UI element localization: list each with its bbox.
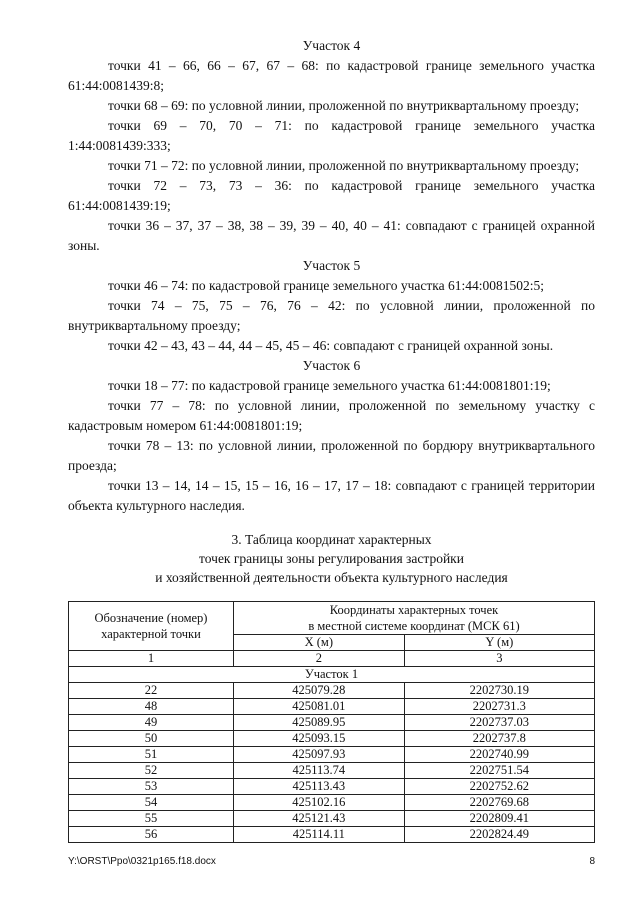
y-value: 2202769.68: [404, 795, 594, 811]
y-header: Y (м): [404, 635, 594, 651]
boundary-description: точки 13 – 14, 14 – 15, 15 – 16, 16 – 17, 17 – 18: совпадают с границей территории объекта культурного наследия.: [68, 478, 595, 513]
page-number: 8: [589, 856, 595, 867]
boundary-description: точки 72 – 73, 73 – 36: по кадастровой границе земельного участка 61:44:0081439:19;: [68, 178, 595, 213]
column-number: 2: [234, 651, 405, 667]
coordinates-table: [68, 601, 595, 843]
x-value: 425102.16: [234, 795, 405, 811]
boundary-description: точки 42 – 43, 43 – 44, 44 – 45, 45 – 46: совпадают с границей охранной зоны.: [108, 338, 554, 353]
boundary-description: точки 77 – 78: по условной линии, проложенной по земельному участку с кадастровым номером 61:44:0081801:19;: [68, 398, 595, 433]
column-number: 3: [404, 651, 594, 667]
x-value: 425079.28: [234, 683, 405, 699]
point-id: 56: [69, 827, 234, 843]
section-6: [68, 356, 595, 516]
table-title-line: и хозяйственной деятельности объекта культурного наследия: [155, 570, 508, 585]
section-5: [68, 256, 595, 356]
point-id: 53: [69, 779, 234, 795]
table-row: [69, 699, 595, 715]
section-4: [68, 36, 595, 256]
point-id: 55: [69, 811, 234, 827]
file-path: Y:\ORST\Ppo\0321p165.f18.docx: [68, 856, 216, 867]
point-id: 54: [69, 795, 234, 811]
group-row: Участок 1: [69, 667, 595, 683]
boundary-description: точки 36 – 37, 37 – 38, 38 – 39, 39 – 40, 40 – 41: совпадают с границей охранной зоны.: [68, 218, 595, 253]
table-row: [69, 715, 595, 731]
section-title: Участок 5: [302, 258, 361, 273]
y-value: 2202809.41: [404, 811, 594, 827]
point-id: 50: [69, 731, 234, 747]
table-title-line: 3. Таблица координат характерных: [231, 532, 432, 547]
y-value: 2202731.3: [404, 699, 594, 715]
boundary-description: точки 68 – 69: по условной линии, проложенной по внутриквартальному проезду;: [108, 98, 580, 113]
column-number: 1: [69, 651, 234, 667]
table-row: [69, 763, 595, 779]
boundary-description: точки 41 – 66, 66 – 67, 67 – 68: по кадастровой границе земельного участка 61:44:0081439:8;: [68, 58, 595, 93]
document-page: [68, 36, 595, 843]
x-value: 425081.01: [234, 699, 405, 715]
table-row: [69, 683, 595, 699]
x-value: 425121.43: [234, 811, 405, 827]
x-value: 425114.11: [234, 827, 405, 843]
table-row: [69, 827, 595, 843]
x-value: 425089.95: [234, 715, 405, 731]
boundary-description: точки 69 – 70, 70 – 71: по кадастровой границе земельного участка 1:44:0081439:333;: [68, 118, 595, 153]
x-value: 425113.74: [234, 763, 405, 779]
table-title-line: точек границы зоны регулирования застройки: [199, 551, 464, 566]
point-id: 49: [69, 715, 234, 731]
y-value: 2202740.99: [404, 747, 594, 763]
boundary-description: точки 18 – 77: по кадастровой границе земельного участка 61:44:0081801:19;: [108, 378, 551, 393]
boundary-description: точки 46 – 74: по кадастровой границе земельного участка 61:44:0081502:5;: [108, 278, 544, 293]
y-value: 2202730.19: [404, 683, 594, 699]
boundary-description: точки 78 – 13: по условной линии, проложенной по бордюру внутриквартального проезда;: [68, 438, 595, 473]
point-id: 52: [69, 763, 234, 779]
table-row: [69, 795, 595, 811]
table-title: [68, 530, 595, 587]
table-row: [69, 747, 595, 763]
point-number-header: [69, 602, 234, 651]
x-value: 425097.93: [234, 747, 405, 763]
header-text: характерной точки: [101, 627, 201, 641]
coordinates-header: [234, 602, 595, 635]
header-text: Обозначение (номер): [94, 611, 208, 625]
x-value: 425113.43: [234, 779, 405, 795]
section-title: Участок 6: [302, 358, 361, 373]
y-value: 2202752.62: [404, 779, 594, 795]
header-text: в местной системе координат (МСК 61): [308, 619, 520, 633]
x-header: X (м): [234, 635, 405, 651]
section-title: Участок 4: [302, 38, 361, 53]
point-id: 48: [69, 699, 234, 715]
y-value: 2202824.49: [404, 827, 594, 843]
y-value: 2202737.03: [404, 715, 594, 731]
y-value: 2202737.8: [404, 731, 594, 747]
point-id: 22: [69, 683, 234, 699]
x-value: 425093.15: [234, 731, 405, 747]
table-row: [69, 811, 595, 827]
boundary-description: точки 74 – 75, 75 – 76, 76 – 42: по условной линии, проложенной по внутриквартальному проезду;: [68, 298, 595, 333]
y-value: 2202751.54: [404, 763, 594, 779]
point-id: 51: [69, 747, 234, 763]
table-row: [69, 731, 595, 747]
table-row: [69, 779, 595, 795]
boundary-description: точки 71 – 72: по условной линии, проложенной по внутриквартальному проезду;: [108, 158, 580, 173]
header-text: Координаты характерных точек: [329, 603, 499, 617]
